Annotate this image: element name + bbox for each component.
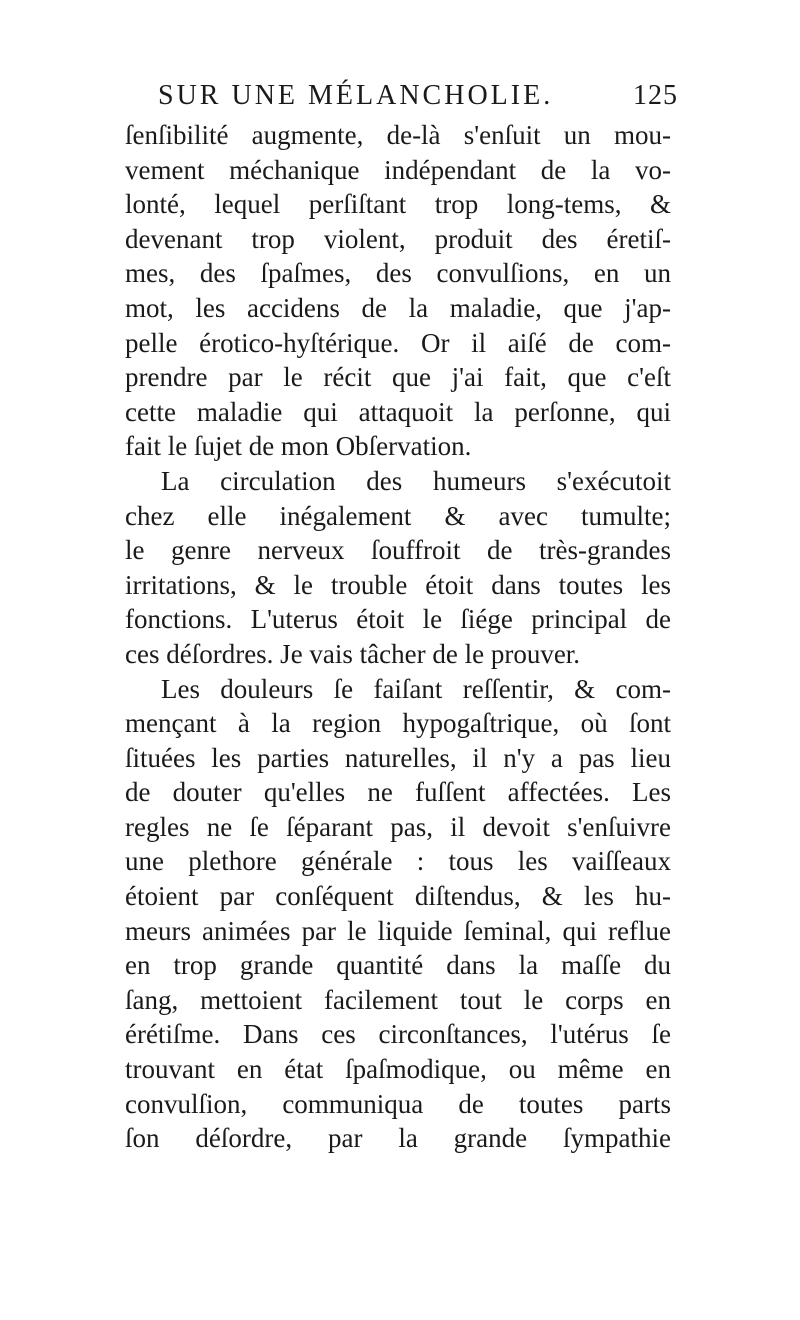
text-line: Les douleurs ſe faiſant reſſentir, & com- bbox=[161, 673, 671, 704]
text-line: cette maladie qui attaquoit la perſonne, qui bbox=[125, 396, 671, 427]
text-line: devenant trop violent, produit des éretiſ- bbox=[125, 223, 671, 254]
text-line: ſang, mettoient facilement tout le corps en bbox=[125, 984, 671, 1015]
text-line: de douter qu'elles ne fuſſent affectées. Les bbox=[125, 777, 671, 808]
text-line: fait le ſujet de mon Obſervation. bbox=[125, 431, 472, 462]
text-line: érétiſme. Dans ces circonſtances, l'utérus ſe bbox=[125, 1019, 671, 1050]
body-text bbox=[125, 118, 671, 1156]
text-line: prendre par le récit que j'ai fait, que c'eſt bbox=[125, 362, 671, 393]
text-line: ſituées les parties naturelles, il n'y a pas lieu bbox=[125, 742, 671, 773]
text-line: La circulation des humeurs s'exécutoit bbox=[161, 465, 671, 496]
text-line: une plethore générale : tous les vaiſſeaux bbox=[125, 846, 671, 877]
text-line: vement méchanique indépendant de la vo- bbox=[125, 154, 671, 185]
text-line: étoient par conſéquent diſtendus, & les hu- bbox=[125, 881, 671, 912]
text-line: mençant à la region hypogaſtrique, où ſont bbox=[125, 708, 671, 739]
text-line: fonctions. L'uterus étoit le ſiége principal de bbox=[125, 604, 671, 635]
text-line: chez elle inégalement & avec tumulte; bbox=[125, 500, 671, 531]
text-line: mot, les accidens de la maladie, que j'ap- bbox=[125, 292, 671, 323]
text-line: convulſion, communiqua de toutes parts bbox=[125, 1088, 671, 1119]
text-line: le genre nerveux ſouffroit de très-grandes bbox=[125, 535, 671, 566]
text-line: pelle érotico-hyſtérique. Or il aiſé de com- bbox=[125, 327, 671, 358]
text-line: en trop grande quantité dans la maſſe du bbox=[125, 950, 671, 981]
text-line: irritations, & le trouble étoit dans toutes les bbox=[125, 569, 671, 600]
text-line: ſon déſordre, par la grande ſympathie bbox=[125, 1123, 671, 1154]
text-line: ſenſibilité augmente, de-là s'enſuit un mou- bbox=[125, 120, 671, 150]
text-line: regles ne ſe ſéparant pas, il devoit s'enſuivre bbox=[125, 811, 671, 842]
text-line: ces déſordres. Je vais tâcher de le prouver. bbox=[125, 638, 581, 669]
text-line: lonté, lequel perſiſtant trop long-tems, & bbox=[125, 189, 671, 220]
text-line: meurs animées par le liquide ſeminal, qui reflue bbox=[125, 915, 671, 946]
text-line: mes, des ſpaſmes, des convulſions, en un bbox=[125, 258, 671, 289]
page-number: 125 bbox=[633, 80, 678, 111]
text-line: trouvant en état ſpaſmodique, ou même en bbox=[125, 1054, 671, 1085]
running-head bbox=[158, 74, 678, 118]
running-head-title: SUR UNE MÉLANCHOLIE. bbox=[158, 80, 554, 111]
